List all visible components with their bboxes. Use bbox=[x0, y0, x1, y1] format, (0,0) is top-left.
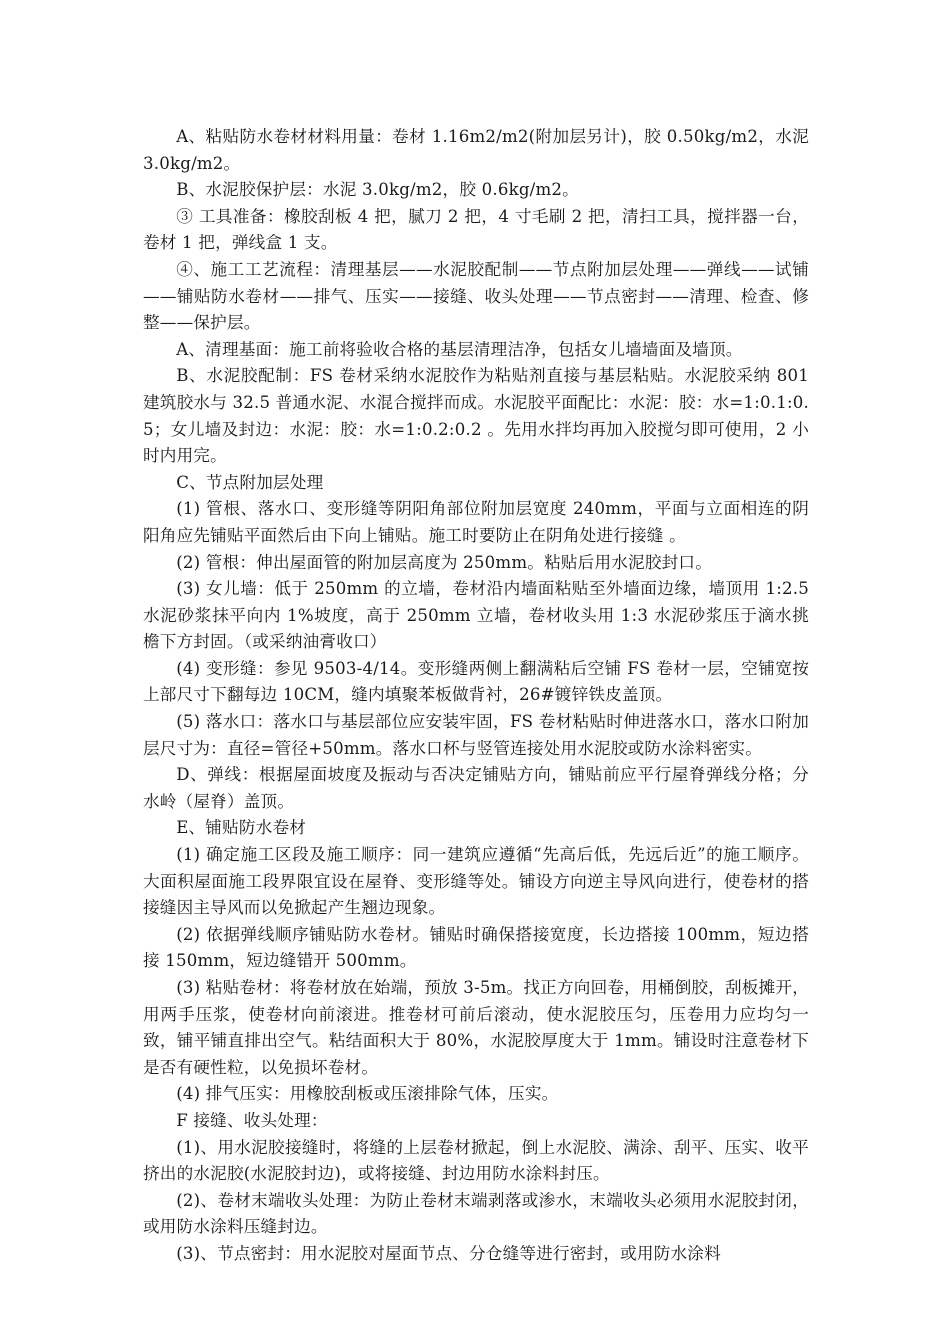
paragraph: (1)、用水泥胶接缝时，将缝的上层卷材掀起，倒上水泥胶、满涂、刮平、压实、收平挤出的水泥胶(水泥胶封边)，或将接缝、封边用防水涂料封压。 bbox=[143, 1137, 809, 1184]
paragraph: E、铺贴防水卷材 bbox=[176, 818, 307, 838]
paragraph: ④、施工工艺流程：清理基层——水泥胶配制——节点附加层处理——弹线——试铺——铺贴防水卷材——排气、压实——接缝、收头处理——节点密封——清理、检查、修整——保护层。 bbox=[143, 259, 809, 333]
paragraph: F 接缝、收头处理： bbox=[176, 1110, 328, 1130]
paragraph: D、弹线：根据屋面坡度及振动与否决定铺贴方向，铺贴前应平行屋脊弹线分格；分水岭（屋脊）盖顶。 bbox=[143, 765, 809, 811]
paragraph: (3) 女儿墙：低于 250mm 的立墙，卷材沿内墙面粘贴至外墙面边缘，墙顶用 1:2.5 水泥砂浆抹平向内 1%坡度，高于 250mm 立墙，卷材收头用 1:3 水泥砂浆压于滴水挑檐下方封固。（或采纳油膏收口） bbox=[143, 579, 809, 652]
paragraph: (3) 粘贴卷材：将卷材放在始端，预放 3-5m。找正方向回卷，用桶倒胶，刮板摊开，用两手压浆，使卷材向前滚进。推卷材可前后滚动，使水泥胶压匀，压卷用力应均匀一致，铺平铺直排出空气。粘结面积大于 80%，水泥胶厚度大于 1mm。铺设时注意卷材下是否有硬性粒，以免损坏卷材。 bbox=[143, 978, 809, 1077]
paragraph: (1) 管根、落水口、变形缝等阴阳角部位附加层宽度 240mm，平面与立面相连的阴阳角应先铺贴平面然后由下向上铺贴。施工时要防止在阴角处进行接缝 。 bbox=[143, 499, 809, 545]
paragraph: (2) 管根：伸出屋面管的附加层高度为 250mm。粘贴后用水泥胶封口。 bbox=[176, 552, 713, 572]
paragraph: B、水泥胶配制：FS 卷材采纳水泥胶作为粘贴剂直接与基层粘贴。水泥胶采纳 801 建筑胶水与 32.5 普通水泥、水混合搅拌而成。水泥胶平面配比：水泥：胶：水=1:0.1:0.5；女儿墙及封边：水泥：胶：水=1:0.2:0.2 。先用水拌均再加入胶搅匀即可使用，2 小时内用完。 bbox=[143, 366, 809, 466]
paragraph: (4) 排气压实：用橡胶刮板或压滚排除气体，压实。 bbox=[176, 1084, 559, 1104]
paragraph: (2)、卷材末端收头处理：为防止卷材末端剥落或渗水，末端收头必须用水泥胶封闭，或用防水涂料压缝封边。 bbox=[143, 1190, 809, 1237]
paragraph: A、粘贴防水卷材材料用量：卷材 1.16m2/m2(附加层另计)，胶 0.50kg/m2，水泥 3.0kg/m2。 bbox=[143, 127, 809, 173]
paragraph: (3)、节点密封：用水泥胶对屋面节点、分仓缝等进行密封，或用防水涂料 bbox=[176, 1243, 721, 1263]
paragraph: (4) 变形缝：参见 9503-4/14。变形缝两侧上翻满粘后空铺 FS 卷材一层，空铺宽按上部尺寸下翻每边 10CM，缝内填聚苯板做背衬，26#镀锌铁皮盖顶。 bbox=[143, 658, 809, 705]
paragraph: B、水泥胶保护层：水泥 3.0kg/m2，胶 0.6kg/m2。 bbox=[176, 180, 579, 200]
paragraph: ③ 工具准备：橡胶刮板 4 把，腻刀 2 把，4 寸毛刷 2 把，清扫工具，搅拌器一台，卷材 1 把，弹线盒 1 支。 bbox=[143, 206, 809, 253]
paragraph: (1) 确定施工区段及施工顺序：同一建筑应遵循“先高后低，先远后近”的施工顺序。大面积屋面施工段界限宜设在屋脊、变形缝等处。铺设方向逆主导风向进行，使卷材的搭接缝因主导风而以免掀起产生翘边现象。 bbox=[143, 845, 809, 918]
paragraph: C、节点附加层处理 bbox=[176, 472, 324, 492]
document-page bbox=[143, 124, 809, 1268]
paragraph: (5) 落水口：落水口与基层部位应安装牢固，FS 卷材粘贴时伸进落水口，落水口附加层尺寸为：直径=管径+50mm。落水口杯与竖管连接处用水泥胶或防水涂料密实。 bbox=[143, 712, 809, 758]
paragraph: (2) 依据弹线顺序铺贴防水卷材。铺贴时确保搭接宽度，长边搭接 100mm，短边搭接 150mm，短边缝错开 500mm。 bbox=[143, 924, 809, 971]
paragraph: A、清理基面：施工前将验收合格的基层清理洁净，包括女儿墙墙面及墙顶。 bbox=[176, 339, 743, 359]
